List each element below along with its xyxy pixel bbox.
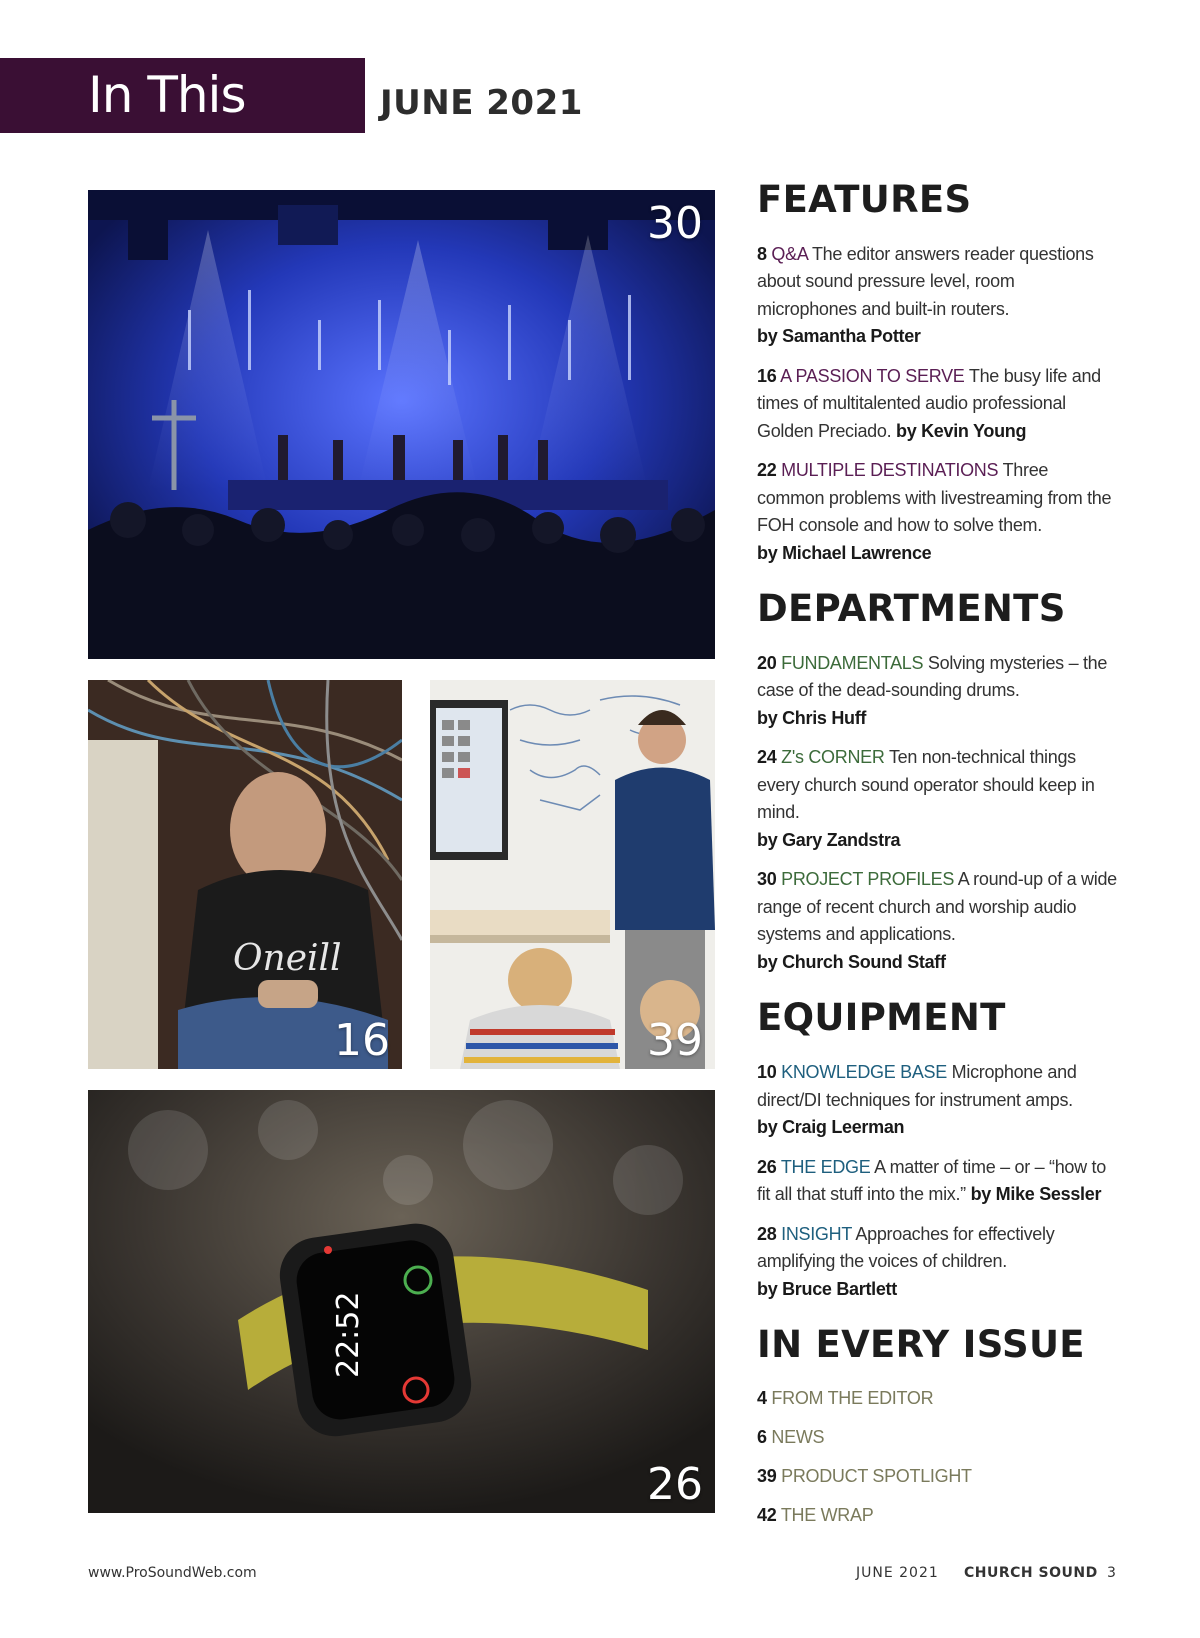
issue-date: JUNE 2021 <box>380 83 583 123</box>
toc-entry[interactable] <box>757 1221 1117 1304</box>
toc-entry[interactable] <box>757 1501 1117 1529</box>
entry-keyword: PROJECT PROFILES <box>781 869 955 890</box>
entry-page: 28 <box>757 1223 777 1244</box>
entry-byline: by Chris Huff <box>757 707 867 728</box>
stage-photo[interactable] <box>88 190 715 659</box>
entry-description: Approaches for effectively amplifying the voices of children. <box>757 1223 1055 1272</box>
entry-description: A matter of time – or – “how to fit all that stuff into the mix.” <box>757 1156 1106 1205</box>
entry-page: 39 <box>757 1465 777 1486</box>
entry-byline: by Bruce Bartlett <box>757 1278 897 1299</box>
entry-keyword: FROM THE EDITOR <box>771 1387 934 1408</box>
watch-photo[interactable] <box>88 1090 715 1513</box>
cables-photo-illustration <box>88 680 402 1069</box>
every-issue-section <box>757 1325 1117 1529</box>
cables-photo-page-number: 16 <box>334 1015 390 1066</box>
classroom-photo-page-number: 39 <box>647 1015 703 1066</box>
features-heading: FEATURES <box>757 178 972 221</box>
entry-keyword: Q&A <box>771 243 808 264</box>
svg-text:Oneill: Oneill <box>233 938 342 979</box>
table-of-contents <box>757 180 1117 1551</box>
footer-page-number: 3 <box>1107 1565 1116 1581</box>
entry-description: The busy life and times of multitalented audio professional Golden Preciado. <box>757 365 1101 441</box>
entry-page: 42 <box>757 1504 777 1525</box>
toc-entry[interactable] <box>757 457 1117 567</box>
entry-page: 20 <box>757 652 777 673</box>
classroom-photo[interactable] <box>430 680 715 1069</box>
entry-description: Solving mysteries – the case of the dead-sounding drums. <box>757 652 1108 701</box>
entry-page: 22 <box>757 460 777 481</box>
entry-page: 10 <box>757 1062 777 1083</box>
entry-page: 24 <box>757 747 777 768</box>
toc-entry[interactable] <box>757 1059 1117 1142</box>
toc-entry[interactable] <box>757 866 1117 976</box>
departments-section <box>757 589 1117 976</box>
entry-page: 6 <box>757 1426 767 1447</box>
entry-keyword: THE WRAP <box>780 1504 874 1525</box>
entry-keyword: Z's CORNER <box>781 747 885 768</box>
entry-byline: by Craig Leerman <box>757 1117 905 1138</box>
entry-description: Three common problems with livestreaming from the FOH console and how to solve them. <box>757 460 1112 536</box>
entry-keyword: FUNDAMENTALS <box>781 652 924 673</box>
stage-photo-page-number: 30 <box>647 198 703 249</box>
footer-date: JUNE 2021 <box>856 1565 939 1581</box>
toc-entry[interactable] <box>757 1384 1117 1412</box>
entry-description: Microphone and direct/DI techniques for instrument amps. <box>757 1062 1077 1110</box>
departments-heading: DEPARTMENTS <box>757 587 1066 631</box>
toc-entry[interactable] <box>757 241 1117 351</box>
entry-byline: by Samantha Potter <box>757 326 921 347</box>
classroom-photo-illustration <box>430 680 715 1069</box>
equipment-heading: EQUIPMENT <box>757 996 1006 1040</box>
toc-entry[interactable] <box>757 1423 1117 1451</box>
toc-entry[interactable] <box>757 1154 1117 1209</box>
cables-photo[interactable] <box>88 680 402 1069</box>
entry-keyword: INSIGHT <box>781 1223 852 1244</box>
entry-page: 4 <box>757 1387 767 1408</box>
toc-entry[interactable] <box>757 363 1117 446</box>
entry-description: A round-up of a wide range of recent church and worship audio systems and applications. <box>757 869 1117 945</box>
footer-url[interactable]: www.ProSoundWeb.com <box>88 1565 257 1581</box>
page-title: In This Issue <box>88 66 246 187</box>
toc-entry[interactable] <box>757 744 1117 854</box>
entry-keyword: MULTIPLE DESTINATIONS <box>781 460 999 481</box>
entry-byline: by Kevin Young <box>896 420 1027 441</box>
stage-photo-illustration <box>88 190 715 659</box>
features-section <box>757 180 1117 567</box>
entry-byline: by Gary Zandstra <box>757 829 901 850</box>
entry-page: 26 <box>757 1156 777 1177</box>
entry-keyword: A PASSION TO SERVE <box>780 365 965 386</box>
entry-keyword: NEWS <box>771 1426 825 1447</box>
toc-entry[interactable] <box>757 650 1117 733</box>
footer-magazine-name: CHURCH SOUND <box>964 1565 1098 1581</box>
entry-page: 30 <box>757 869 777 890</box>
entry-description: The editor answers reader questions about sound pressure level, room microphones and built-in routers. <box>757 243 1094 319</box>
watch-photo-illustration <box>88 1090 715 1513</box>
toc-entry[interactable] <box>757 1462 1117 1490</box>
entry-page: 16 <box>757 365 777 386</box>
entry-description: Ten non-technical things every church sound operator should keep in mind. <box>757 747 1095 823</box>
entry-byline: by Mike Sessler <box>970 1184 1102 1205</box>
watch-photo-page-number: 26 <box>647 1459 703 1510</box>
every-issue-heading: IN EVERY ISSUE <box>757 1323 1085 1367</box>
entry-keyword: KNOWLEDGE BASE <box>781 1062 947 1083</box>
entry-page: 8 <box>757 243 767 264</box>
entry-byline: by Church Sound Staff <box>757 951 946 972</box>
entry-keyword: PRODUCT SPOTLIGHT <box>781 1465 972 1486</box>
equipment-section <box>757 998 1117 1303</box>
header-banner <box>0 58 365 187</box>
entry-keyword: THE EDGE <box>780 1156 871 1177</box>
svg-text:22:52: 22:52 <box>331 1291 366 1378</box>
entry-byline: by Michael Lawrence <box>757 542 932 563</box>
